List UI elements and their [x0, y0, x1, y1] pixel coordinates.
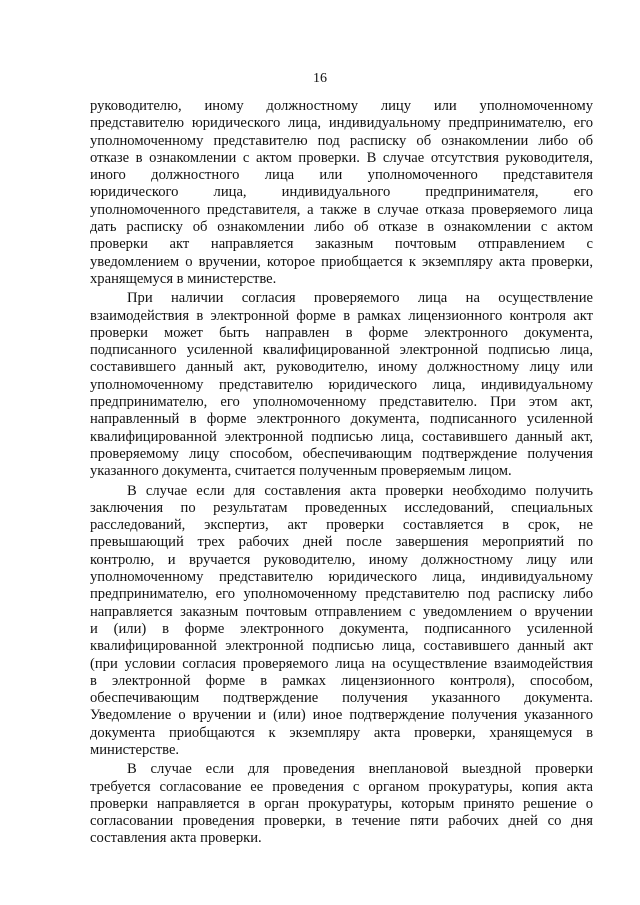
text-line: заключения по результатам проведенных исследований, специальных: [90, 499, 593, 516]
text-line: отказе в ознакомлении с актом проверки. В случае отсутствия руководителя,: [90, 149, 593, 166]
text-line: уведомлением о вручении, которое приобщается к экземпляру акта проверки,: [90, 253, 593, 270]
text-line: направляется заказным почтовым отправлением с уведомлением о вручении: [90, 603, 593, 620]
text-line: и (или) в форме электронного документа, подписанного усиленной: [90, 620, 593, 637]
text-line: (при условии согласия проверяемого лица на осуществление взаимодействия: [90, 655, 593, 672]
text-line: Уведомление о вручении и (или) иное подтверждение получения указанного: [90, 707, 593, 724]
text-line: превышающий трех рабочих дней после завершения мероприятий по: [90, 534, 593, 551]
text-line: согласовании проведения проверки, в течение пяти рабочих дней со дня: [90, 813, 593, 830]
text-line: направленный в форме электронного документа, подписанного усиленной: [90, 411, 593, 428]
text-line: квалифицированной электронной подписью лица, составившего данный акт,: [90, 428, 593, 445]
text-line: в электронной форме в рамках лицензионного контроля), способом,: [90, 672, 593, 689]
text-line: юридического лица, индивидуального предпринимателя, его: [90, 184, 593, 201]
text-line: предпринимателю, его уполномоченному представителю под расписку либо: [90, 586, 593, 603]
text-line: проверки может быть направлен в форме электронного документа,: [90, 324, 593, 341]
text-line: контролю, и вручается руководителю, иному должностному лицу или: [90, 551, 593, 568]
text-line: уполномоченному представителю под расписку об ознакомлении либо об: [90, 132, 593, 149]
text-line: представителю юридического лица, индивидуальному предпринимателю, его: [90, 115, 593, 132]
text-line: обеспечивающим подтверждение получения указанного документа.: [90, 690, 593, 707]
text-line: предпринимателю, его уполномоченному представителю. При этом акт,: [90, 394, 593, 411]
text-line: подписанного усиленной квалифицированной электронной подписью лица,: [90, 342, 593, 359]
text-line: руководителю, иному должностному лицу или уполномоченному: [90, 98, 593, 114]
paragraph-3: [90, 483, 593, 760]
paragraph-4: [90, 761, 593, 847]
text-line: уполномоченного представителя, а также в случае отказа проверяемого лица: [90, 201, 593, 218]
text-line: проверяемому лицу способом, обеспечивающим подтверждение получения: [90, 445, 593, 462]
paragraph-1: [90, 98, 593, 288]
text-line: В случае если для составления акта проверки необходимо получить: [127, 482, 593, 499]
text-line: расследований, экспертиз, акт проверки составляется в срок, не: [90, 517, 593, 534]
text-line: требуется согласование ее проведения с органом прокуратуры, копия акта: [90, 778, 593, 795]
text-line: проверки акт направляется заказным почтовым отправлением с: [90, 236, 593, 253]
text-line: В случае если для проведения внеплановой выездной проверки: [127, 761, 593, 778]
text-line: документа приобщаются к экземпляру акта проверки, хранящемуся в: [90, 724, 593, 741]
page-number: 16: [313, 71, 327, 86]
text-line: взаимодействия в электронной форме в рамках лицензионного контроля акт: [90, 307, 593, 324]
text-line: уполномоченному представителю юридического лица, индивидуальному: [90, 376, 593, 393]
text-line: квалифицированной электронной подписью лица, составившего данный акт: [90, 638, 593, 655]
paragraph-2: [90, 290, 593, 480]
text-line: министерстве.: [90, 741, 180, 758]
text-line: При наличии согласия проверяемого лица на осуществление: [127, 290, 593, 307]
document-body: [90, 98, 593, 848]
text-line: составившего данный акт, руководителю, иному должностному лицу или: [90, 359, 593, 376]
text-line: уполномоченному представителю юридического лица, индивидуальному: [90, 569, 593, 586]
text-line: указанного документа, считается полученным проверяемым лицом.: [90, 463, 512, 480]
text-line: дать расписку об ознакомлении либо об отказе в ознакомлении с актом: [90, 219, 593, 236]
text-line: иного должностного лица или уполномоченного представителя: [90, 167, 593, 184]
text-line: хранящемуся в министерстве.: [90, 270, 277, 287]
text-line: проверки направляется в орган прокуратуры, которым принято решение о: [90, 795, 593, 812]
text-line: составления акта проверки.: [90, 830, 262, 847]
